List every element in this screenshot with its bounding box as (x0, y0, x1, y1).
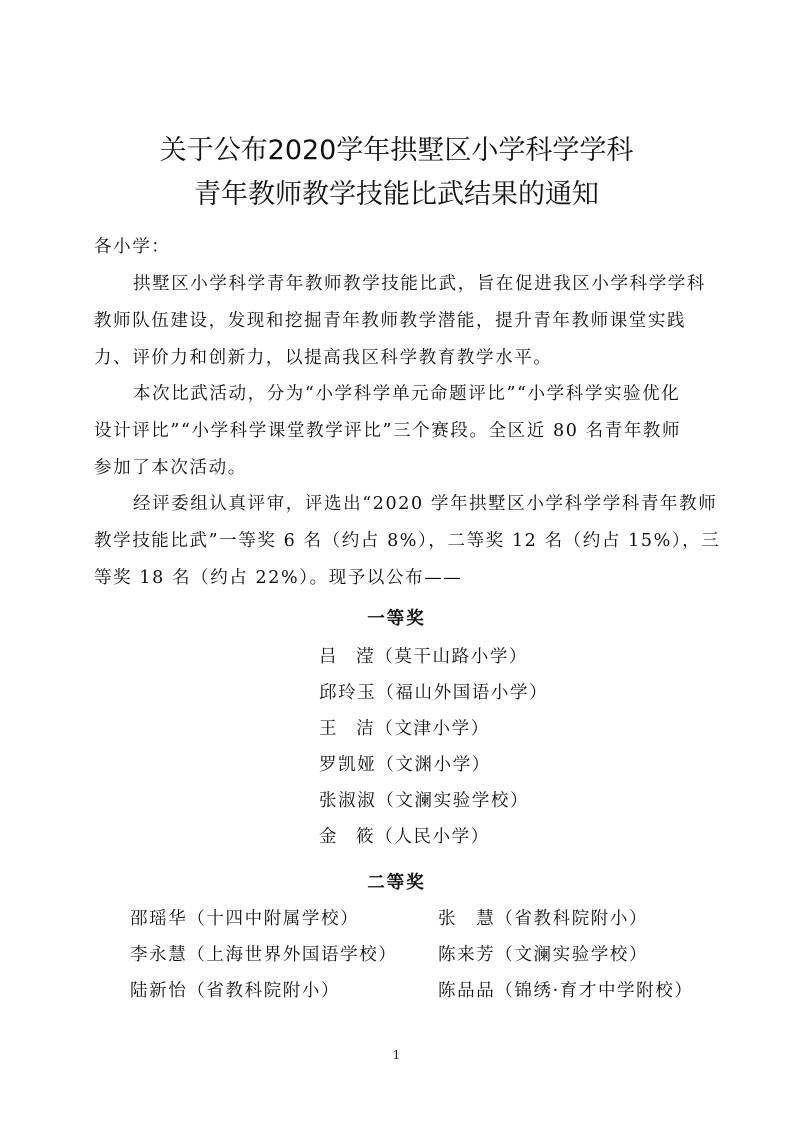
first-prize-winner (319, 751, 548, 787)
document-title-line-2: 青年教师教学技能比武结果的通知 (194, 179, 599, 210)
winner-name: 王 洁 (319, 719, 376, 739)
second-prize-heading: 二等奖 (367, 873, 426, 893)
page-number: 1 (392, 1048, 401, 1062)
first-prize-winner (319, 643, 548, 679)
first-prize-winner (319, 679, 548, 715)
winner-school: （福山外国语小学） (376, 683, 549, 703)
first-prize-heading: 一等奖 (367, 609, 426, 629)
winner-name: 吕 滢 (319, 647, 376, 667)
winner-name: 罗凯娅 (319, 755, 377, 775)
document-title-line-1: 关于公布2020学年拱墅区小学科学学科 (159, 135, 634, 166)
second-prize-winner: 陈来芳（文澜实验学校） (438, 945, 649, 965)
winner-name: 金 筱 (319, 827, 376, 847)
second-prize-winner: 陆新怡（省教科院附小） (130, 981, 341, 1001)
first-prize-list (319, 643, 548, 859)
paragraph-1-line-1: 拱墅区小学科学青年教师教学技能比武，旨在促进我区小学科学学科 (133, 274, 706, 294)
paragraph-2-line-1: 本次比武活动，分为“小学科学单元命题评比”“小学科学实验优化 (133, 384, 681, 404)
paragraph-1-line-2: 教师队伍建设，发现和挖掘青年教师教学潜能，提升青年教师课堂实践 (94, 311, 687, 331)
paragraph-2-line-2: 设计评比”“小学科学课堂教学评比”三个赛段。全区近 80 名青年教师 (94, 421, 682, 441)
winner-name: 张淑淑 (319, 791, 377, 811)
paragraph-3-line-1: 经评委组认真评审，评选出“2020 学年拱墅区小学科学学科青年教师 (133, 494, 718, 514)
salutation: 各小学： (94, 237, 171, 257)
winner-name: 邱玲玉 (319, 683, 377, 703)
paragraph-3-line-2: 教学技能比武”一等奖 6 名（约占 8%），二等奖 12 名（约占 15%），三 (94, 531, 721, 551)
winner-school: （文澜实验学校） (376, 791, 530, 811)
second-prize-winner: 张 慧（省教科院附小） (438, 909, 649, 929)
paragraph-1-line-3: 力、评价力和创新力，以提高我区科学教育教学水平。 (94, 348, 553, 368)
winner-school: （莫干山路小学） (375, 647, 529, 667)
second-prize-winner: 陈品品（锦绣·育才中学附校） (438, 981, 694, 1001)
second-prize-winner: 邵瑶华（十四中附属学校） (130, 909, 360, 929)
first-prize-winner (319, 715, 548, 751)
second-prize-winner: 李永慧（上海世界外国语学校） (130, 945, 398, 965)
first-prize-winner (319, 823, 548, 859)
winner-school: （文津小学） (375, 719, 490, 739)
winner-school: （文渊小学） (376, 755, 491, 775)
paragraph-3-line-3: 等奖 18 名（约占 22%）。现予以公布—— (94, 568, 463, 588)
first-prize-winner (319, 787, 548, 823)
paragraph-2-line-3: 参加了本次活动。 (94, 458, 247, 478)
winner-school: （人民小学） (375, 827, 490, 847)
second-prize-list (130, 905, 710, 1013)
